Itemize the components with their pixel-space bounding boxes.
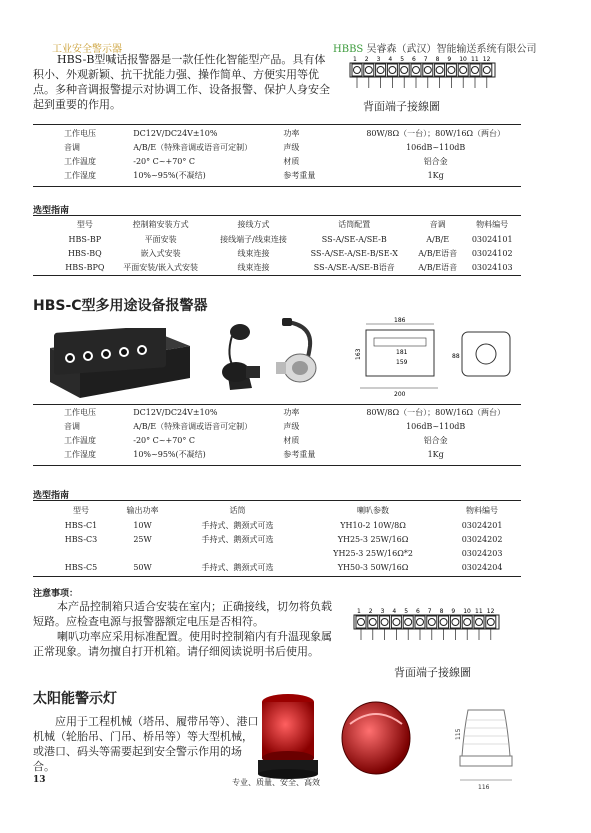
terminal-screw-head (358, 619, 365, 626)
terminal-screw-head (436, 67, 443, 74)
table-cell: 嵌入式安装 (140, 248, 181, 258)
rule (33, 465, 521, 466)
table-cell: HBS-C1 (64, 520, 98, 530)
terminal-screw-head (472, 67, 479, 74)
table-row (50, 532, 520, 546)
table-cell: 线束连接 (237, 262, 270, 272)
header-category: 工业安全警示器 (52, 44, 122, 55)
terminal-screw-head (476, 619, 483, 626)
terminal-caption-2: 背面端子接線圖 (394, 666, 471, 679)
terminal-number: 2 (364, 56, 369, 63)
table-cell: YH10-2 10W/8Ω (340, 520, 406, 530)
table-cell (173, 546, 302, 560)
table-cell (112, 546, 173, 560)
spec-label: 音调 (64, 142, 80, 152)
column-header: 型号 (73, 505, 89, 515)
terminal-screw-head (389, 67, 396, 74)
rule (33, 186, 521, 187)
table-cell: HBS-BQ (67, 248, 102, 258)
terminal-screw-head (452, 619, 459, 626)
table-cell: 03024102 (471, 248, 513, 258)
spec-row (62, 419, 512, 433)
table-cell: 25W (133, 534, 152, 544)
table-row (58, 246, 520, 260)
terminal-screw-head (381, 619, 388, 626)
terminal-screw-head (448, 67, 455, 74)
solar-body: 应用于工程机械（塔吊、履带吊等）、港口机械（轮胎吊、门吊、桥吊等）等大型机械，或港口、码头等需要起到安全警示作用的场合。 (33, 715, 259, 773)
rule (33, 500, 521, 501)
dim-mid1: 181 (396, 349, 408, 356)
table-cell: A/B/E语音 (418, 262, 458, 272)
terminal-number: 11 (475, 608, 483, 615)
spec-label: 声级 (283, 142, 300, 152)
spec-value: 1Kg (427, 449, 444, 459)
brand-logo-text: HBBS (333, 44, 364, 55)
spec-label: 工作湿度 (64, 449, 96, 459)
spec-value: 10%~95%(不凝结) (133, 170, 206, 180)
footer-slogan: 专业、质量、安全、高效 (232, 778, 320, 787)
rule (33, 576, 521, 577)
table-cell: 10W (133, 520, 152, 530)
table-cell: HBS-BP (68, 234, 102, 244)
solar-title: 太阳能警示灯 (33, 691, 117, 707)
terminal-number: 12 (486, 608, 495, 615)
spec-label: 参考重量 (283, 449, 316, 459)
table-header-row (50, 502, 520, 518)
spec-value: 106dB~110dB (406, 142, 466, 152)
terminal-number: 8 (435, 56, 440, 63)
dim-width: 116 (478, 784, 490, 790)
hbsc-selection-title: 选型指南 (33, 491, 70, 501)
table-cell: 手持式、鹅颈式可选 (201, 562, 274, 572)
spec-value: DC12V/DC24V±10% (133, 128, 218, 138)
table-row (58, 232, 520, 246)
spec-value: A/B/E（特殊音调或语音可定制） (133, 142, 253, 152)
table-cell: 线束连接 (237, 248, 270, 258)
table-cell: 03024202 (461, 534, 503, 544)
terminal-screw-head (393, 619, 400, 626)
dim-mid2: 159 (396, 359, 408, 366)
terminal-screw-head (428, 619, 435, 626)
rule (33, 124, 521, 125)
dim-side: 163 (355, 348, 362, 360)
notes-body (33, 599, 333, 659)
column-header: 接线方式 (237, 219, 270, 229)
table-cell: A/B/E语音 (418, 248, 458, 258)
column-header: 型号 (76, 219, 93, 229)
terminal-screw-head (487, 619, 494, 626)
table-cell: SS-A/SE-A/SE-B语音 (313, 262, 395, 272)
column-header: 物料编号 (466, 505, 499, 515)
terminal-screw-head (405, 619, 412, 626)
terminal-number: 7 (427, 608, 432, 615)
table-cell: 03024203 (461, 548, 503, 558)
table-cell: HBS-BPQ (65, 262, 105, 272)
terminal-number: 2 (368, 608, 373, 615)
table-row (50, 518, 520, 532)
column-header: 音调 (429, 219, 446, 229)
terminal-number: 10 (463, 608, 471, 615)
spec-row (62, 126, 512, 140)
terminal-number: 10 (459, 56, 467, 63)
spec-label: 工作温度 (64, 435, 96, 445)
spec-value: -20° C~+70° C (133, 435, 196, 445)
column-header: 控制箱安装方式 (132, 219, 189, 229)
spec-value: 铝合金 (423, 435, 448, 445)
table-row (50, 560, 520, 574)
spec-row (62, 168, 512, 182)
terminal-number: 9 (447, 56, 452, 63)
warning-light-drawing (452, 700, 526, 790)
column-header: 话筒 (229, 505, 246, 515)
terminal-caption-1: 背面端子接線圖 (363, 100, 440, 113)
spec-value: 1Kg (427, 170, 444, 180)
spec-value: 80W/8Ω（一台）；80W/16Ω（两台） (366, 407, 506, 417)
terminal-number: 12 (482, 56, 491, 63)
spec-label: 工作电压 (64, 407, 96, 417)
table-row (50, 546, 520, 560)
notes-title: 注意事项： (33, 589, 79, 599)
spec-label: 材质 (283, 156, 300, 166)
spec-value: 106dB~110dB (406, 421, 466, 431)
terminal-number: 3 (380, 608, 385, 615)
terminal-number: 3 (376, 56, 381, 63)
table-cell: 03024103 (471, 262, 513, 272)
table-cell: 手持式、鹅颈式可选 (201, 520, 274, 530)
column-header: 输出功率 (126, 505, 159, 515)
terminal-screw-head (440, 619, 447, 626)
terminal-number: 8 (439, 608, 444, 615)
terminal-number: 6 (412, 56, 416, 63)
terminal-number: 4 (388, 56, 393, 63)
spec-value: -20° C~+70° C (133, 156, 196, 166)
header-company (333, 40, 536, 55)
table-cell: SS-A/SE-A/SE-B/SE-X (310, 248, 398, 258)
terminal-screw-head (365, 67, 372, 74)
terminal-number: 5 (404, 608, 409, 615)
spec-row (62, 154, 512, 168)
hbsc-spec-table (62, 405, 512, 461)
table-cell: HBS-C5 (64, 562, 98, 572)
spec-value: A/B/E（特殊音调或语音可定制） (133, 421, 253, 431)
dim-bottom: 200 (394, 391, 406, 398)
spec-value: DC12V/DC24V±10% (133, 407, 218, 417)
terminal-number: 5 (400, 56, 405, 63)
spec-label: 功率 (283, 128, 300, 138)
column-header: 物料编号 (476, 219, 509, 229)
dim-small: 88 (452, 353, 460, 360)
dimension-drawing (344, 316, 524, 400)
control-box-image (40, 328, 200, 400)
table-cell: YH50-3 50W/16Ω (337, 562, 409, 572)
terminal-screw-head (369, 619, 376, 626)
terminal-number: 1 (357, 608, 361, 615)
notes-paragraph-1: 本产品控制箱只适合安装在室内；正确接线，切勿将负载短路。应检查电源与报警器额定电压是否相符。 (33, 600, 332, 628)
dim-height: 115 (455, 728, 462, 740)
terminal-number: 6 (416, 608, 420, 615)
terminal-screw-head (460, 67, 467, 74)
page-number: 13 (33, 775, 46, 785)
spec-label: 工作湿度 (64, 170, 96, 180)
hbsb-selection-table (58, 216, 520, 274)
company-name: 吴睿森（武汉）智能输送系统有限公司 (363, 44, 537, 55)
warning-light-image-1 (248, 688, 328, 788)
table-header-row (58, 216, 520, 232)
table-cell: 50W (133, 562, 152, 572)
spec-label: 工作温度 (64, 156, 96, 166)
terminal-number: 9 (451, 608, 456, 615)
spec-label: 工作电压 (64, 128, 96, 138)
terminal-screw-head (417, 619, 424, 626)
terminal-screw-head (424, 67, 431, 74)
spec-row (62, 405, 512, 419)
table-cell (50, 546, 112, 560)
table-cell: SS-A/SE-A/SE-B (321, 234, 387, 244)
spec-row (62, 433, 512, 447)
dim-top: 186 (394, 317, 406, 324)
table-row (58, 260, 520, 274)
terminal-screw-head (377, 67, 384, 74)
table-cell: 平面安装/嵌入式安装 (123, 262, 198, 272)
terminal-diagram-2 (352, 606, 502, 664)
table-cell: A/B/E (426, 234, 450, 244)
spec-row (62, 140, 512, 154)
hbsb-selection-title: 选型指南 (33, 206, 70, 216)
column-header: 话筒配置 (338, 219, 371, 229)
horn-speaker-image (216, 350, 328, 392)
column-header: 喇叭参数 (357, 505, 390, 515)
rule (33, 275, 521, 276)
warning-light-image-2 (336, 694, 416, 780)
terminal-number: 4 (392, 608, 397, 615)
table-cell: YH25-3 25W/16Ω*2 (333, 548, 413, 558)
table-cell: 03024201 (461, 520, 503, 530)
terminal-screw-head (354, 67, 361, 74)
table-cell: 03024101 (471, 234, 513, 244)
spec-label: 功率 (283, 407, 300, 417)
table-cell: YH25-3 25W/16Ω (337, 534, 409, 544)
spec-value: 铝合金 (423, 156, 448, 166)
terminal-number: 1 (353, 56, 357, 63)
terminal-number: 7 (423, 56, 428, 63)
hbsc-selection-table (50, 502, 520, 574)
spec-row (62, 447, 512, 461)
table-cell: 手持式、鹅颈式可选 (201, 534, 274, 544)
spec-value: 10%~95%(不凝结) (133, 449, 206, 459)
spec-label: 材质 (283, 435, 300, 445)
terminal-number: 11 (471, 56, 479, 63)
hbsb-intro: HBS-B型喊话报警器是一款任性化智能型产品。具有体积小、外观新颖、抗干扰能力强、操作简单、方便实用等优点。多种音调报警提示对协调工作、设备报警、保护人身安全起到重要的作用。 (33, 53, 330, 111)
spec-label: 参考重量 (283, 170, 316, 180)
notes-paragraph-2: 喇叭功率应采用标准配置。使用时控制箱内有升温现象属正常现象。请勿擅自打开机箱。请仔细阅读说明书后使用。 (33, 630, 332, 658)
table-cell: HBS-C3 (64, 534, 98, 544)
terminal-screw-head (464, 619, 471, 626)
spec-value: 80W/8Ω（一台）；80W/16Ω（两台） (366, 128, 506, 138)
table-cell: 03024204 (461, 562, 503, 572)
table-cell: 平面安装 (144, 234, 177, 244)
terminal-screw-head (483, 67, 490, 74)
table-cell: 接线端子/线束连接 (220, 234, 287, 244)
spec-label: 音调 (64, 421, 80, 431)
hbsb-spec-table (62, 126, 512, 182)
hbsc-title: HBS-C型多用途设备报警器 (33, 298, 208, 314)
terminal-screw-head (401, 67, 408, 74)
terminal-screw-head (413, 67, 420, 74)
spec-label: 声级 (283, 421, 300, 431)
